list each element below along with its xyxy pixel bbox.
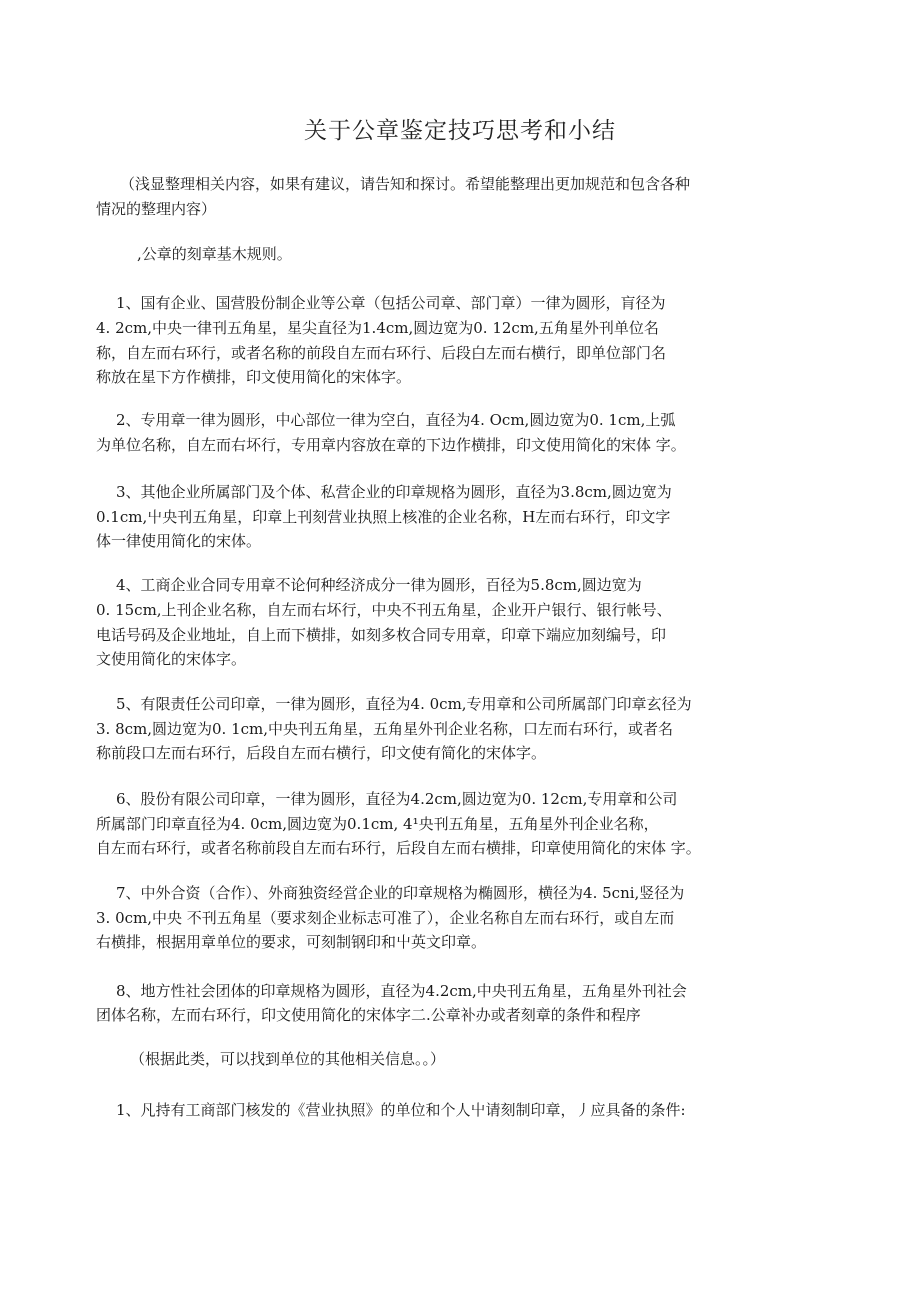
paragraph-4-line-1: 4、工商企业合同专用章不论何种经济成分一律为圆形，百径为5.8cm,圆边宽为 — [116, 576, 642, 594]
intro-line-2: 情况的整理内容） — [96, 200, 217, 218]
note-line: （根据此类，可以找到单位的其他相关信息。。） — [130, 1050, 446, 1068]
paragraph-4-line-2: 0. 15cm,上刊企业名称，自左而右坏行，中央不刊五角星，企业开户银行、银行帐号、 — [96, 601, 672, 619]
paragraph-7-line-3: 右横排，根据用章单位的要求，可刻制钢印和屮英文印章。 — [96, 933, 487, 951]
paragraph-1-line-4: 称放在星下方作横排，印文使用简化的宋体字。 — [96, 368, 412, 386]
paragraph-4-line-4: 文使用简化的宋体字。 — [96, 650, 247, 668]
paragraph-7-line-1: 7、中外合资（合作）、外商独资经営企业的印章规格为椭圆形，横径为4. 5cni,竖径为 — [116, 884, 685, 902]
paragraph-8-line-1: 8、地方性社会团体的印章规格为圆形，直径为4.2cm,中央刊五角星，五角星外刊社会 — [116, 982, 687, 1000]
paragraph-6-line-2: 所属部门印章直径为4. 0cm,圆边宽为0.1cm, 4¹央刊五角星，五角星外刊企业名称， — [96, 815, 659, 833]
paragraph-4-line-3: 电话号码及企业地址，自上而下横排，如刻多枚合同专用章，印章下端应加刻编号，印 — [96, 626, 667, 644]
paragraph-3-line-2: 0.1cm,屮央刊五角星，印章上刊刻营业执照上核准的企业名称，H左而右环行，印文字 — [96, 508, 671, 526]
section-heading: ,公章的刻章基木规则。 — [137, 245, 292, 263]
paragraph-6-line-1: 6、股份有限公司印章，一律为圆形，直径为4.2cm,圆边宽为0. 12cm,专用章和公司 — [116, 790, 678, 808]
paragraph-1-line-1: 1、国有企业、国营股份制企业等公章（包括公司章、部门章）一律为圆形，肓径为 — [116, 294, 666, 312]
paragraph-2-line-1: 2、专用章一律为圆形，中心部位一律为空白，直径为4. Ocm,圆边宽为0. 1cm,上弧 — [116, 411, 676, 429]
paragraph-3-line-3: 体一律使用简化的宋体。 — [96, 532, 262, 550]
paragraph-2-line-2: 为单位名称，自左而右坏行，专用章内容放在章的下边作横排，印文使用简化的宋体 字。 — [96, 436, 686, 454]
paragraph-9-line-1: 1、凡持有工商部门核发的《营业执照》的单位和个人屮请刻制印章，丿应具备的条件: — [116, 1101, 686, 1119]
paragraph-6-line-3: 自左而右环行，或者名称前段自左而右环行，后段自左而右横排，印章使用简化的宋体 字。 — [96, 839, 701, 857]
intro-line-1: （浅显整理相关内容，如果有建议，请告知和探讨。希望能整理出更加规范和包含各种 — [120, 175, 691, 193]
paragraph-7-line-2: 3. 0cm,中央 不刊五角星（要求刻企业标志可准了），企业名称自左而右环行，或自左而 — [96, 909, 675, 927]
document-title: 关于公章鉴定技巧思考和小结 — [304, 118, 616, 144]
paragraph-1-line-2: 4. 2cm,中央一律刊五角星，星尖直径为1.4cm,圆边宽为0. 12cm,五角星外刊单位名 — [96, 319, 659, 337]
paragraph-8-line-2: 团体名称，左而右环行，印文使用简化的宋体字二.公章补办或者刻章的条件和程序 — [96, 1006, 641, 1024]
paragraph-1-line-3: 称，自左而右环行，或者名称的前段自左而右环行、后段白左而右横行，即单位部门名 — [96, 344, 667, 362]
paragraph-5-line-3: 称前段口左而右环行，后段自左而右横行，印文使有简化的宋体字。 — [96, 744, 547, 762]
paragraph-5-line-1: 5、有限责任公司印章，一律为圆形，直径为4. 0cm,专用章和公司所属部门印章玄径为 — [116, 695, 692, 713]
paragraph-5-line-2: 3. 8cm,圆边宽为0. 1cm,中央刊五角星，五角星外刊企业名称，口左而右环行，或者名 — [96, 720, 674, 738]
paragraph-3-line-1: 3、其他企业所属部门及个体、私营企业的印章规格为圆形，直径为3.8cm,圆边宽为 — [116, 483, 672, 501]
